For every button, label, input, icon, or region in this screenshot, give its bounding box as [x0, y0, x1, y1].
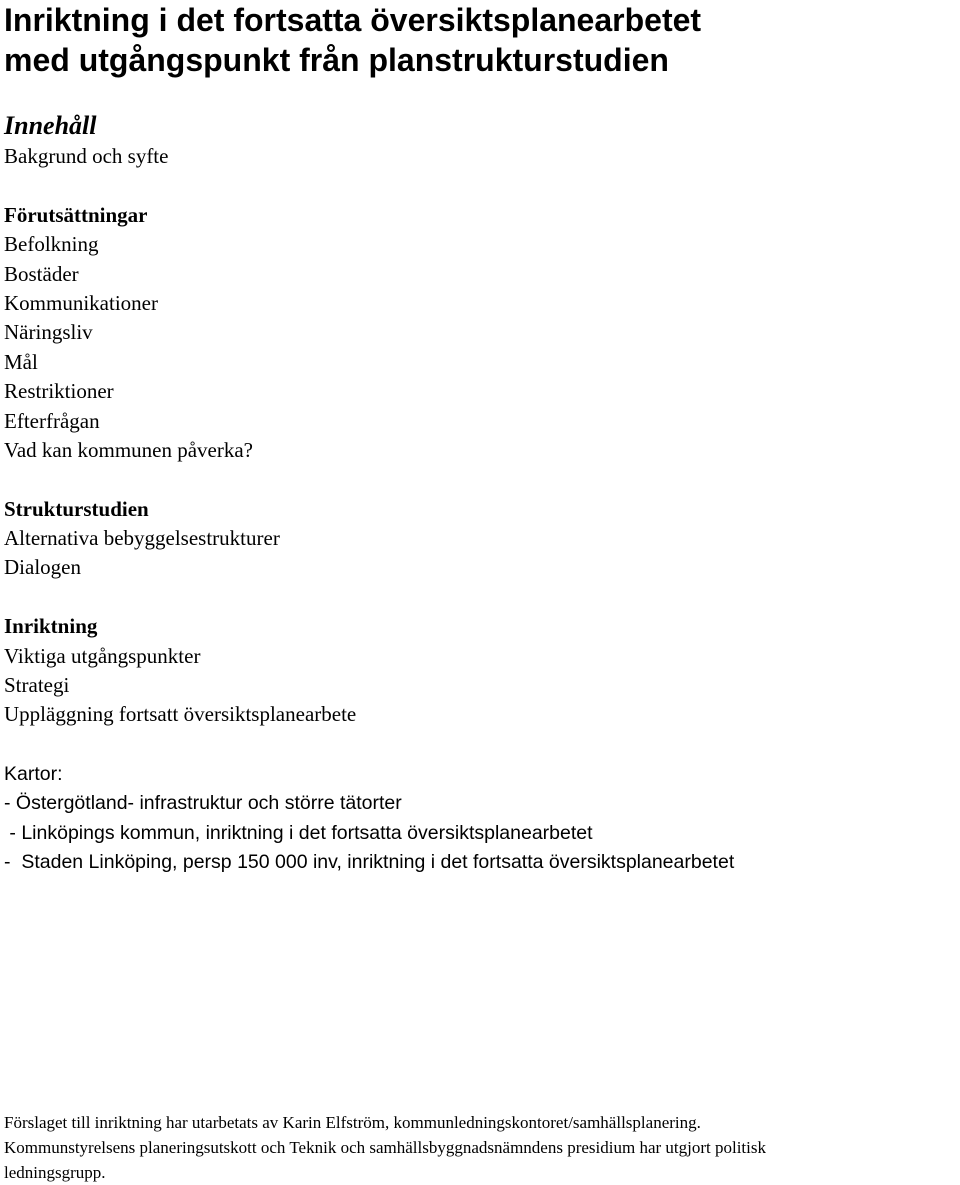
toc-heading: Innehåll: [4, 111, 97, 140]
toc-item: Befolkning: [4, 232, 99, 257]
document-title: [4, 0, 701, 80]
toc-group-title: Strukturstudien: [4, 496, 149, 521]
maps-label: Kartor:: [4, 763, 63, 785]
footer-note: [4, 1110, 960, 1185]
toc-item: Strategi: [4, 673, 70, 698]
toc-group-inriktning: [4, 612, 924, 730]
map-item: - Staden Linköping, persp 150 000 inv, inriktning i det fortsatta översiktsplanearbetet: [4, 851, 735, 874]
toc-group-forutsattningar: [4, 201, 924, 466]
document-title-line-1: Inriktning i det fortsatta översiktsplanearbetet: [4, 2, 702, 38]
toc-item: Restriktioner: [4, 379, 114, 404]
toc-item: Näringsliv: [4, 320, 93, 345]
toc-item: Kommunikationer: [4, 290, 158, 315]
maps-list: [4, 760, 944, 878]
toc-item: Viktiga utgångspunkter: [4, 643, 201, 668]
toc-item: Bostäder: [4, 261, 79, 286]
toc-group-title: Inriktning: [4, 614, 98, 639]
toc-spacer: [4, 583, 924, 612]
toc-item: Efterfrågan: [4, 408, 100, 433]
toc-group-title: Förutsättningar: [4, 202, 148, 227]
toc-item-bakgrund: Bakgrund och syfte: [4, 144, 169, 168]
footer-line: Kommunstyrelsens planeringsutskott och Teknik och samhällsbyggnadsnämndens presidium har utgjort politisk: [4, 1138, 766, 1157]
footer-line: ledningsgrupp.: [4, 1163, 106, 1182]
toc-item: Alternativa bebyggelsestrukturer: [4, 526, 280, 551]
toc-spacer: [4, 171, 924, 200]
map-item: - Linköpings kommun, inriktning i det fortsatta översiktsplanearbetet: [4, 821, 593, 844]
toc-item: Vad kan kommunen påverka?: [4, 437, 253, 462]
toc-item: Uppläggning fortsatt översiktsplanearbete: [4, 702, 357, 727]
footer-line: Förslaget till inriktning har utarbetats av Karin Elfström, kommunledningskontoret/samhällsplanering.: [4, 1113, 701, 1132]
table-of-contents: [4, 110, 924, 730]
toc-item: Dialogen: [4, 555, 81, 580]
toc-group-strukturstudien: [4, 495, 924, 583]
document-title-line-2: med utgångspunkt från planstrukturstudien: [4, 42, 669, 78]
map-item: - Östergötland- infrastruktur och större tätorter: [4, 792, 402, 815]
toc-item: Mål: [4, 349, 38, 374]
toc-spacer: [4, 465, 924, 494]
